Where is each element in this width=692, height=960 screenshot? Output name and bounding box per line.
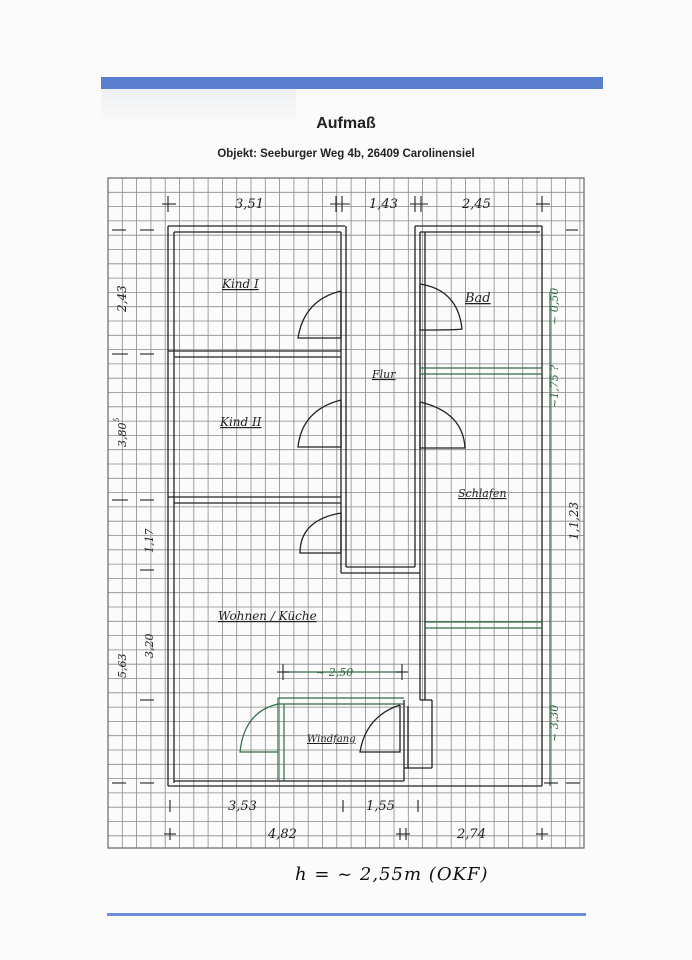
dim-bottom-3: 4,82 xyxy=(268,827,297,842)
dim-right-1: ~ 0,50 xyxy=(548,287,561,325)
dim-left-3: 1,17 xyxy=(143,528,156,553)
ceiling-height-note: h = ~ 2,55m (OKF) xyxy=(295,864,489,885)
dim-top-1: 3,51 xyxy=(235,197,264,212)
room-label-bad: Bad xyxy=(465,291,491,306)
green-annotations xyxy=(240,292,550,786)
walls xyxy=(168,226,542,786)
dim-right-3: 1,1,23 xyxy=(567,501,581,540)
dim-left-4: 5,63 xyxy=(116,653,129,678)
footer-accent-line xyxy=(107,913,586,916)
room-label-flur: Flur xyxy=(372,368,396,381)
dim-left-1: 2,43 xyxy=(115,285,129,312)
room-label-schlafen: Schlafen xyxy=(458,487,507,500)
object-address: Objekt: Seeburger Weg 4b, 26409 Carolinensiel xyxy=(217,148,475,160)
dim-top-2: 1,43 xyxy=(369,197,398,212)
dim-left-2: 3,80 xyxy=(116,422,129,447)
dim-left-5: 3,20 xyxy=(143,633,156,658)
dim-left-2-superscript: 5 xyxy=(113,417,121,422)
dim-bottom-1: 3,53 xyxy=(228,799,257,814)
dim-right-4: ~ 3,30 xyxy=(548,704,561,742)
dim-bottom-2: 1,55 xyxy=(366,799,395,814)
door-swings xyxy=(298,284,465,752)
dimension-labels xyxy=(113,197,581,842)
room-label-wohnen-kueche: Wohnen / Küche xyxy=(218,609,317,623)
room-label-kind-1: Kind I xyxy=(222,277,259,291)
dim-right-2: ~1,75 ? xyxy=(548,364,561,408)
dim-bottom-4: 2,74 xyxy=(457,827,486,842)
dim-inner-1: ~ 2,50 xyxy=(316,666,354,679)
page-title: Aufmaß xyxy=(316,115,376,132)
room-label-windfang: Windfang xyxy=(307,734,356,745)
dim-top-3: 2,45 xyxy=(462,197,491,212)
room-label-kind-2: Kind II xyxy=(220,415,262,429)
room-labels xyxy=(218,277,507,745)
